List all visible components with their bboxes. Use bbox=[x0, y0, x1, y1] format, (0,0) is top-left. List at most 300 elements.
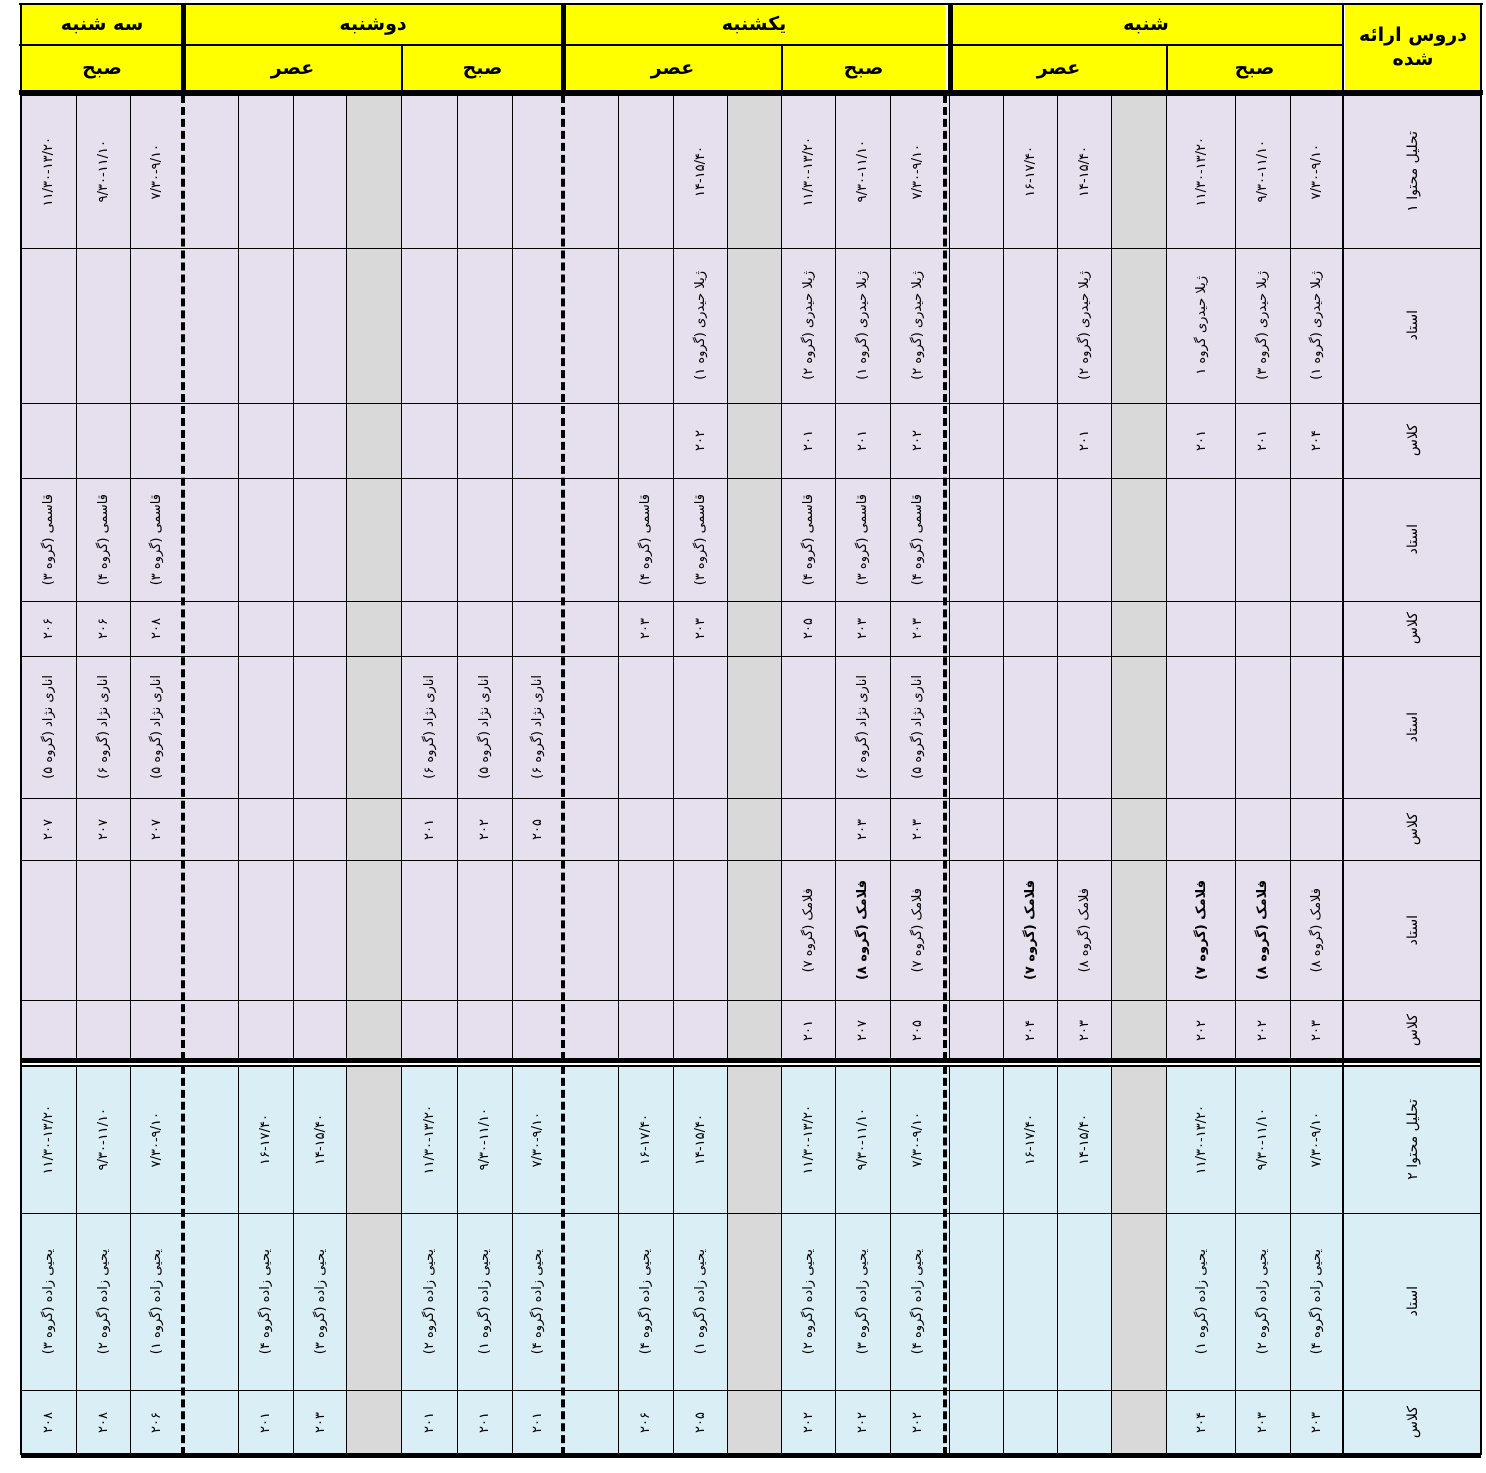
grid-line bbox=[1290, 95, 1291, 1060]
instructor-cell-text: فلامک (گروه ۸) bbox=[1077, 887, 1092, 973]
room-cell-text: ۲۰۸ bbox=[149, 618, 164, 639]
instructor-row-label-text: استاد bbox=[1405, 711, 1421, 743]
instructor-row-label bbox=[1345, 860, 1481, 1000]
room-cell-text: ۲۰۲ bbox=[910, 1412, 925, 1433]
instructor-cell-text: ژیلا حیدری گروه ۱ bbox=[1193, 276, 1209, 375]
room-cell-text: ۲۰۸ bbox=[41, 1412, 56, 1433]
instructor-cell bbox=[835, 656, 890, 798]
instructor-cell bbox=[835, 478, 890, 601]
session-separator bbox=[1112, 95, 1167, 1060]
instructor-cell-text: اناری نژاد (گروه ۶) bbox=[855, 675, 870, 779]
room-cell-text: ۲۰۲ bbox=[910, 430, 925, 451]
instructor-cell-text: اناری نژاد (گروه ۵) bbox=[149, 675, 164, 779]
instructor-cell bbox=[1057, 248, 1112, 403]
grid-line bbox=[512, 95, 513, 1060]
time-cell-text: ۱۱/۳۰-۱۳/۲۰ bbox=[1193, 1104, 1209, 1175]
grid-line bbox=[21, 403, 1481, 404]
room-cell bbox=[890, 601, 945, 656]
room-cell bbox=[835, 601, 890, 656]
room-cell-text: ۲۰۲ bbox=[1193, 1019, 1209, 1041]
instructor-cell bbox=[782, 478, 835, 601]
session-header: صبح bbox=[843, 56, 884, 79]
room-cell bbox=[1235, 1390, 1290, 1455]
time-cell bbox=[673, 95, 728, 248]
room-row-label bbox=[1345, 1390, 1481, 1455]
room-cell bbox=[21, 1390, 76, 1455]
instructor-cell-text: قاسمی (گروه ۴) bbox=[638, 493, 653, 586]
time-cell bbox=[130, 1066, 183, 1213]
time-cell-text: ۱۶-۱۷/۴۰ bbox=[258, 1114, 273, 1165]
room-cell bbox=[835, 1000, 890, 1060]
room-cell bbox=[1290, 403, 1342, 478]
grid-line bbox=[512, 1066, 513, 1455]
time-cell bbox=[457, 1066, 512, 1213]
room-cell-text: ۲۰۱ bbox=[801, 1019, 816, 1041]
time-cell bbox=[890, 1066, 945, 1213]
instructor-cell-text: یحیی زاده (گروه ۱) bbox=[477, 1248, 492, 1355]
room-cell bbox=[782, 601, 835, 656]
grid-line bbox=[835, 95, 836, 1060]
instructor-cell-text: اناری نژاد (گروه ۶) bbox=[95, 675, 111, 779]
room-cell bbox=[512, 798, 563, 860]
grid-line bbox=[1166, 95, 1167, 1060]
room-cell-text: ۲۰۵ bbox=[801, 618, 816, 639]
instructor-cell-text: ژیلا حیدری (گروه ۱) bbox=[855, 271, 870, 380]
time-cell bbox=[1057, 95, 1112, 248]
instructor-cell bbox=[1235, 1213, 1290, 1390]
time-cell bbox=[402, 1066, 457, 1213]
grid-line bbox=[835, 1066, 836, 1455]
time-cell bbox=[835, 95, 890, 248]
room-cell bbox=[512, 1390, 563, 1455]
grid-line bbox=[561, 4, 566, 92]
time-cell-text: ۹/۳۰-۱۱/۱۰ bbox=[855, 140, 870, 203]
grid-line bbox=[949, 95, 950, 1060]
room-cell bbox=[835, 403, 890, 478]
instructor-cell-text: یحیی زاده (گروه ۱) bbox=[1193, 1248, 1209, 1355]
session-separator bbox=[728, 1066, 782, 1455]
room-cell-text: ۲۰۱ bbox=[1077, 430, 1092, 451]
instructor-cell-text: ژیلا حیدری (گروه ۲) bbox=[801, 271, 816, 380]
instructor-cell bbox=[1167, 248, 1235, 403]
room-row-label bbox=[1345, 403, 1481, 478]
room-cell bbox=[1057, 403, 1112, 478]
instructor-cell bbox=[76, 478, 130, 601]
time-cell bbox=[890, 95, 945, 248]
instructor-cell bbox=[130, 478, 183, 601]
room-cell bbox=[293, 1390, 347, 1455]
instructor-cell-text: اناری نژاد (گروه ۶) bbox=[422, 675, 437, 779]
day-header: یکشنبه bbox=[721, 12, 787, 35]
instructor-cell-text: فلامک (گروه ۸) bbox=[1308, 887, 1324, 973]
grid-line bbox=[673, 1066, 674, 1455]
grid-line bbox=[781, 45, 783, 92]
room-cell-text: ۲۰۳ bbox=[1077, 1019, 1092, 1041]
time-cell bbox=[1003, 1066, 1057, 1213]
grid-line bbox=[21, 601, 1481, 602]
room-cell bbox=[890, 1000, 945, 1060]
time-cell-text: ۱۶-۱۷/۴۰ bbox=[1022, 146, 1038, 197]
time-cell bbox=[1235, 95, 1290, 248]
time-cell-text: ۷/۳۰-۹/۱۰ bbox=[149, 1111, 164, 1168]
room-row-label bbox=[1345, 798, 1481, 860]
room-cell-text: ۲۰۲ bbox=[855, 1412, 870, 1433]
grid-line bbox=[76, 1066, 77, 1455]
room-cell bbox=[130, 1390, 183, 1455]
grid-line bbox=[727, 1066, 728, 1455]
grid-line bbox=[1057, 95, 1058, 1060]
instructor-cell bbox=[835, 860, 890, 1000]
time-cell-text: ۹/۳۰-۱۱/۱۰ bbox=[477, 1108, 492, 1171]
time-cell-text: ۱۱/۳۰-۱۳/۲۰ bbox=[422, 1104, 437, 1175]
room-row-label bbox=[1345, 1000, 1481, 1060]
grid-line bbox=[401, 95, 402, 1060]
room-cell bbox=[782, 403, 835, 478]
instructor-cell-text: یحیی زاده (گروه ۳) bbox=[855, 1248, 870, 1355]
session-separator bbox=[347, 1066, 402, 1455]
instructor-cell bbox=[1235, 248, 1290, 403]
instructor-cell-text: یحیی زاده (گروه ۲) bbox=[422, 1248, 437, 1355]
grid-line bbox=[181, 4, 186, 92]
time-cell-text: ۱۶-۱۷/۴۰ bbox=[1022, 1114, 1038, 1165]
instructor-cell-text: اناری نژاد (گروه ۵) bbox=[910, 675, 925, 779]
room-cell bbox=[782, 1390, 835, 1455]
instructor-cell bbox=[130, 1213, 183, 1390]
grid-line bbox=[21, 248, 1481, 249]
instructor-cell bbox=[130, 656, 183, 798]
room-cell-text: ۲۰۲ bbox=[801, 1412, 816, 1433]
grid-line bbox=[1057, 1066, 1058, 1455]
room-row-label-text: کلاس bbox=[1405, 1406, 1421, 1439]
room-cell bbox=[76, 1390, 130, 1455]
instructor-cell-text: اناری نژاد (گروه ۵) bbox=[41, 675, 56, 779]
time-cell-text: ۱۴-۱۵/۴۰ bbox=[312, 1114, 328, 1165]
room-cell bbox=[457, 1390, 512, 1455]
room-cell-text: ۲۰۴ bbox=[1022, 1019, 1038, 1041]
time-cell bbox=[21, 1066, 76, 1213]
instructor-cell bbox=[238, 1213, 293, 1390]
grid-line bbox=[727, 95, 728, 1060]
instructor-cell bbox=[1167, 1213, 1235, 1390]
room-cell bbox=[1235, 1000, 1290, 1060]
room-cell bbox=[1167, 1390, 1235, 1455]
instructor-cell-text: فلامک (گروه ۷) bbox=[801, 887, 816, 973]
grid-line bbox=[21, 1058, 1481, 1063]
instructor-cell-text: یحیی زاده (گروه ۲) bbox=[1255, 1248, 1270, 1355]
grid-line bbox=[943, 95, 947, 1060]
grid-line bbox=[618, 1066, 619, 1455]
room-cell-text: ۲۰۳ bbox=[855, 818, 870, 840]
room-cell-text: ۲۰۲ bbox=[693, 430, 708, 451]
room-cell-text: ۲۰۵ bbox=[693, 1412, 708, 1433]
instructor-cell bbox=[402, 1213, 457, 1390]
time-cell-text: ۱۴-۱۵/۴۰ bbox=[693, 1114, 708, 1165]
instructor-cell bbox=[512, 1213, 563, 1390]
room-row-label-text: کلاس bbox=[1405, 812, 1421, 846]
course-name-label bbox=[1345, 1066, 1481, 1213]
grid-line bbox=[21, 798, 1481, 799]
time-cell-text: ۱۶-۱۷/۴۰ bbox=[638, 1114, 653, 1165]
grid-line bbox=[20, 95, 22, 1455]
room-cell-text: ۲۰۶ bbox=[41, 618, 56, 639]
time-cell-text: ۱۱/۳۰-۱۳/۲۰ bbox=[41, 1104, 56, 1175]
session-separator bbox=[728, 95, 782, 1060]
time-cell bbox=[1057, 1066, 1112, 1213]
time-cell bbox=[835, 1066, 890, 1213]
room-cell-text: ۲۰۱ bbox=[422, 1412, 437, 1433]
time-cell bbox=[1290, 1066, 1342, 1213]
room-cell-text: ۲۰۱ bbox=[258, 1412, 273, 1433]
time-cell bbox=[618, 1066, 673, 1213]
instructor-cell-text: قاسمی (گروه ۴) bbox=[910, 493, 925, 586]
time-cell-text: ۷/۳۰-۹/۱۰ bbox=[910, 1111, 925, 1168]
grid-line bbox=[21, 1390, 1481, 1391]
room-cell-text: ۲۰۶ bbox=[638, 1412, 653, 1433]
grid-line bbox=[238, 1066, 239, 1455]
instructor-cell bbox=[782, 860, 835, 1000]
grid-line bbox=[1342, 4, 1344, 1455]
time-cell-text: ۱۴-۱۵/۴۰ bbox=[1077, 1114, 1092, 1165]
course-name-label-text: تحلیل محتوا ۱ bbox=[1405, 131, 1421, 212]
time-cell bbox=[130, 95, 183, 248]
instructor-cell-text: قاسمی (گروه ۳) bbox=[855, 493, 870, 586]
room-cell-text: ۲۰۱ bbox=[477, 1412, 492, 1433]
grid-line bbox=[673, 95, 674, 1060]
instructor-row-label bbox=[1345, 1213, 1481, 1390]
grid-line bbox=[21, 1000, 1481, 1001]
grid-line bbox=[293, 95, 294, 1060]
time-cell-text: ۹/۳۰-۱۱/۱۰ bbox=[1255, 140, 1270, 203]
room-cell-text: ۲۰۷ bbox=[41, 818, 56, 840]
room-cell-text: ۲۰۳ bbox=[1308, 1019, 1324, 1041]
instructor-cell-text: یحیی زاده (گروه ۳) bbox=[312, 1248, 328, 1355]
instructor-cell bbox=[890, 1213, 945, 1390]
grid-line bbox=[21, 1453, 1481, 1458]
instructor-cell-text: ژیلا حیدری (گروه ۲) bbox=[910, 271, 925, 380]
grid-line bbox=[21, 656, 1481, 657]
time-cell bbox=[782, 95, 835, 248]
instructor-cell-text: فلامک (گروه ۷) bbox=[1193, 879, 1209, 981]
room-row-label bbox=[1345, 601, 1481, 656]
instructor-cell-text: ژیلا حیدری (گروه ۱) bbox=[1308, 271, 1324, 380]
instructor-cell bbox=[1290, 248, 1342, 403]
room-cell-text: ۲۰۶ bbox=[95, 618, 111, 639]
time-cell-text: ۷/۳۰-۹/۱۰ bbox=[1308, 1111, 1324, 1168]
instructor-cell bbox=[457, 656, 512, 798]
grid-line bbox=[130, 95, 131, 1060]
instructor-cell bbox=[1290, 1213, 1342, 1390]
room-cell-text: ۲۰۳ bbox=[855, 618, 870, 639]
instructor-row-label bbox=[1345, 478, 1481, 601]
room-cell-text: ۲۰۳ bbox=[910, 818, 925, 840]
room-cell bbox=[238, 1390, 293, 1455]
time-cell-text: ۷/۳۰-۹/۱۰ bbox=[149, 143, 164, 200]
instructor-row-label-text: استاد bbox=[1405, 1286, 1421, 1317]
time-cell-text: ۱۱/۳۰-۱۳/۲۰ bbox=[1193, 136, 1209, 207]
instructor-cell-text: یحیی زاده (گروه ۱) bbox=[693, 1248, 708, 1355]
corner-header-label: دروس ارائه شده bbox=[1359, 24, 1467, 70]
room-cell-text: ۲۰۲ bbox=[1255, 1019, 1270, 1041]
time-cell-text: ۷/۳۰-۹/۱۰ bbox=[910, 143, 925, 200]
time-cell-text: ۹/۳۰-۱۱/۱۰ bbox=[95, 140, 111, 203]
instructor-cell bbox=[21, 656, 76, 798]
grid-line bbox=[948, 4, 953, 92]
instructor-cell-text: یحیی زاده (گروه ۲) bbox=[801, 1248, 816, 1355]
grid-line bbox=[21, 478, 1481, 479]
grid-line bbox=[1235, 95, 1236, 1060]
room-cell-text: ۲۰۸ bbox=[95, 1412, 111, 1433]
instructor-cell bbox=[835, 1213, 890, 1390]
instructor-cell bbox=[293, 1213, 347, 1390]
time-cell-text: ۱۴-۱۵/۴۰ bbox=[1077, 146, 1092, 197]
instructor-cell bbox=[76, 1213, 130, 1390]
room-cell bbox=[618, 601, 673, 656]
time-cell bbox=[1290, 95, 1342, 248]
room-cell bbox=[402, 798, 457, 860]
room-cell bbox=[835, 798, 890, 860]
grid-line bbox=[21, 1065, 1481, 1067]
session-separator bbox=[1112, 1066, 1167, 1455]
room-cell bbox=[76, 601, 130, 656]
instructor-cell bbox=[782, 248, 835, 403]
room-cell bbox=[1290, 1000, 1342, 1060]
room-cell bbox=[618, 1390, 673, 1455]
instructor-cell bbox=[618, 478, 673, 601]
grid-line bbox=[943, 1066, 947, 1455]
grid-line bbox=[346, 1066, 347, 1455]
room-cell-text: ۲۰۳ bbox=[1308, 1412, 1324, 1433]
room-cell bbox=[835, 1390, 890, 1455]
instructor-cell bbox=[1167, 860, 1235, 1000]
room-cell-text: ۲۰۱ bbox=[801, 430, 816, 451]
time-cell bbox=[238, 1066, 293, 1213]
instructor-row-label-text: استاد bbox=[1405, 310, 1421, 341]
time-cell bbox=[1167, 1066, 1235, 1213]
grid-line bbox=[1003, 1066, 1004, 1455]
instructor-cell bbox=[1290, 860, 1342, 1000]
grid-line bbox=[19, 3, 1483, 5]
instructor-cell-text: یحیی زاده (گروه ۴) bbox=[1308, 1248, 1324, 1355]
room-cell bbox=[673, 1390, 728, 1455]
grid-line bbox=[20, 4, 22, 92]
grid-line bbox=[346, 95, 347, 1060]
grid-line bbox=[130, 1066, 131, 1455]
instructor-cell-text: یحیی زاده (گروه ۱) bbox=[149, 1248, 164, 1355]
room-cell-text: ۲۰۷ bbox=[855, 1019, 870, 1041]
room-cell bbox=[76, 798, 130, 860]
room-cell bbox=[1167, 403, 1235, 478]
grid-line bbox=[949, 1066, 950, 1455]
grid-line bbox=[781, 95, 782, 1060]
instructor-cell-text: قاسمی (گروه ۴) bbox=[95, 493, 111, 586]
instructor-cell-text: یحیی زاده (گروه ۴) bbox=[258, 1248, 273, 1355]
grid-line bbox=[76, 95, 77, 1060]
room-cell bbox=[890, 798, 945, 860]
time-cell bbox=[1003, 95, 1057, 248]
room-cell-text: ۲۰۳ bbox=[693, 618, 708, 639]
instructor-cell-text: یحیی زاده (گروه ۴) bbox=[638, 1248, 653, 1355]
instructor-cell bbox=[890, 860, 945, 1000]
grid-line bbox=[181, 1066, 185, 1455]
room-cell-text: ۲۰۷ bbox=[95, 818, 111, 840]
grid-line bbox=[561, 1066, 565, 1455]
room-cell-text: ۲۰۲ bbox=[477, 818, 492, 840]
instructor-cell-text: یحیی زاده (گروه ۴) bbox=[910, 1248, 925, 1355]
time-cell-text: ۱۱/۳۰-۱۳/۲۰ bbox=[801, 136, 816, 207]
instructor-cell bbox=[1235, 860, 1290, 1000]
grid-line bbox=[1235, 1066, 1236, 1455]
instructor-cell bbox=[21, 1213, 76, 1390]
room-cell-text: ۲۰۱ bbox=[855, 430, 870, 451]
room-cell bbox=[1290, 1390, 1342, 1455]
grid-line bbox=[561, 95, 565, 1060]
day-header: دوشنبه bbox=[339, 12, 407, 35]
session-header: عصر bbox=[270, 56, 315, 79]
grid-line bbox=[890, 1066, 891, 1455]
room-cell bbox=[457, 798, 512, 860]
time-cell bbox=[782, 1066, 835, 1213]
grid-line bbox=[1290, 1066, 1291, 1455]
grid-line bbox=[1111, 95, 1112, 1060]
instructor-row-label-text: استاد bbox=[1405, 524, 1421, 555]
instructor-cell-text: قاسمی (گروه ۳) bbox=[41, 493, 56, 586]
time-cell bbox=[1235, 1066, 1290, 1213]
room-cell bbox=[21, 798, 76, 860]
room-cell bbox=[1235, 403, 1290, 478]
room-cell bbox=[890, 1390, 945, 1455]
time-cell-text: ۹/۳۰-۱۱/۱۰ bbox=[855, 1108, 870, 1171]
instructor-cell-text: قاسمی (گروه ۴) bbox=[801, 493, 816, 586]
instructor-cell bbox=[76, 656, 130, 798]
day-header: شنبه bbox=[1123, 12, 1169, 35]
instructor-cell-text: اناری نژاد (گروه ۵) bbox=[477, 675, 492, 779]
instructor-cell-text: ژیلا حیدری (گروه ۱) bbox=[693, 271, 708, 380]
instructor-cell bbox=[618, 1213, 673, 1390]
room-cell-text: ۲۰۵ bbox=[530, 818, 545, 840]
time-cell-text: ۷/۳۰-۹/۱۰ bbox=[1308, 143, 1324, 200]
instructor-row-label-text: استاد bbox=[1405, 914, 1421, 946]
session-header: صبح bbox=[462, 56, 503, 79]
room-cell-text: ۲۰۷ bbox=[149, 818, 164, 840]
room-cell-text: ۲۰۱ bbox=[1255, 430, 1270, 451]
instructor-cell-text: فلامک (گروه ۷) bbox=[1022, 879, 1038, 981]
grid-line bbox=[1003, 95, 1004, 1060]
time-cell-text: ۱۴-۱۵/۴۰ bbox=[693, 146, 708, 197]
grid-line bbox=[1480, 4, 1482, 1455]
room-cell-text: ۲۰۵ bbox=[910, 1019, 925, 1041]
grid-line bbox=[401, 1066, 402, 1455]
session-header: صبح bbox=[1234, 56, 1275, 79]
room-cell bbox=[890, 403, 945, 478]
instructor-cell bbox=[1003, 860, 1057, 1000]
time-cell-text: ۷/۳۰-۹/۱۰ bbox=[530, 1111, 545, 1168]
grid-line bbox=[781, 1066, 782, 1455]
course-name-label bbox=[1345, 95, 1481, 248]
time-cell-text: ۱۱/۳۰-۱۳/۲۰ bbox=[801, 1104, 816, 1175]
grid-line bbox=[890, 95, 891, 1060]
session-header: صبح bbox=[82, 56, 122, 79]
instructor-row-label bbox=[1345, 248, 1481, 403]
instructor-cell bbox=[673, 1213, 728, 1390]
room-cell bbox=[1003, 1000, 1057, 1060]
room-cell-text: ۲۰۶ bbox=[149, 1412, 164, 1433]
time-cell-text: ۹/۳۰-۱۱/۱۰ bbox=[95, 1108, 111, 1171]
session-header: عصر bbox=[1036, 56, 1081, 79]
instructor-cell bbox=[402, 656, 457, 798]
instructor-cell bbox=[1057, 860, 1112, 1000]
room-cell-text: ۲۰۱ bbox=[1193, 430, 1209, 451]
grid-line bbox=[618, 95, 619, 1060]
